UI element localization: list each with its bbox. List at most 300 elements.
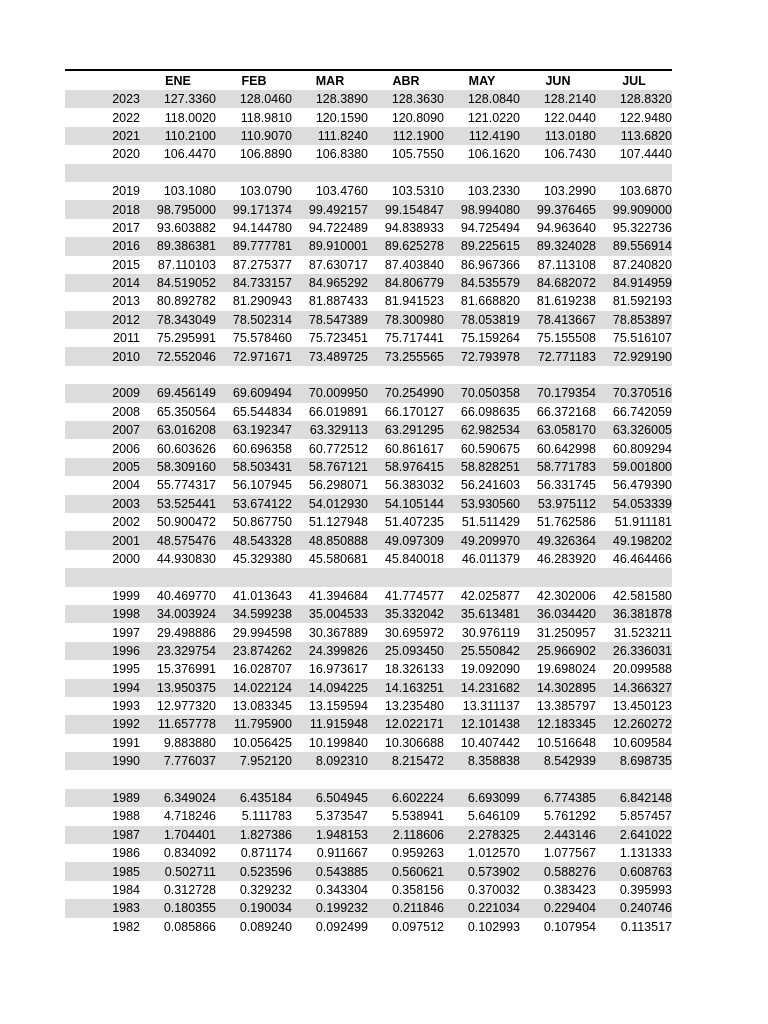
value-cell: 2.641022 xyxy=(619,827,672,842)
value-cell: 81.941523 xyxy=(384,294,444,309)
value-cell: 0.085866 xyxy=(163,919,216,934)
value-cell: 0.329232 xyxy=(239,882,292,897)
value-cell: 34.599238 xyxy=(232,607,292,622)
year-cell: 1989 xyxy=(112,791,140,806)
value-cell: 11.915948 xyxy=(309,717,368,732)
value-cell: 89.556914 xyxy=(612,239,672,254)
value-cell: 49.097309 xyxy=(384,533,444,548)
table-row xyxy=(65,476,672,494)
value-cell: 75.295991 xyxy=(156,331,216,346)
value-cell: 0.092499 xyxy=(315,919,368,934)
value-cell: 0.190034 xyxy=(239,901,292,916)
table-row xyxy=(65,421,672,439)
value-cell: 13.311137 xyxy=(462,699,520,714)
value-cell: 12.977320 xyxy=(156,699,216,714)
table-row xyxy=(65,734,672,752)
value-cell: 118.9810 xyxy=(240,110,292,125)
value-cell: 16.973617 xyxy=(308,662,368,677)
value-cell: 0.199232 xyxy=(315,901,368,916)
value-cell: 70.050358 xyxy=(460,386,520,401)
year-cell: 2007 xyxy=(112,423,140,438)
value-cell: 0.107954 xyxy=(543,919,596,934)
value-cell: 103.2330 xyxy=(467,184,520,199)
value-cell: 50.900472 xyxy=(156,515,216,530)
value-cell: 106.1620 xyxy=(467,147,520,162)
year-cell: 2004 xyxy=(112,478,140,493)
value-cell: 94.725494 xyxy=(460,220,520,235)
value-cell: 63.326005 xyxy=(612,423,672,438)
value-cell: 1.131333 xyxy=(619,846,672,861)
value-cell: 128.2140 xyxy=(543,92,596,107)
value-cell: 46.011379 xyxy=(461,551,520,566)
value-cell: 89.324028 xyxy=(536,239,596,254)
value-cell: 84.519052 xyxy=(156,276,216,291)
value-cell: 14.163251 xyxy=(384,680,444,695)
value-cell: 0.395993 xyxy=(619,882,672,897)
value-cell: 0.113517 xyxy=(620,919,672,934)
header-cell-jul: JUL xyxy=(622,73,646,88)
table-row xyxy=(65,274,672,292)
value-cell: 81.668820 xyxy=(460,294,520,309)
value-cell: 46.283920 xyxy=(536,551,596,566)
value-cell: 87.240820 xyxy=(612,257,672,272)
value-cell: 0.502711 xyxy=(164,864,216,879)
value-cell: 0.370032 xyxy=(467,882,520,897)
value-cell: 113.0180 xyxy=(544,128,596,143)
value-cell: 45.329380 xyxy=(232,551,292,566)
value-cell: 8.358838 xyxy=(467,754,520,769)
year-cell: 1999 xyxy=(112,588,140,603)
year-cell: 2023 xyxy=(112,92,140,107)
value-cell: 30.695972 xyxy=(384,625,444,640)
value-cell: 89.910001 xyxy=(308,239,368,254)
value-cell: 78.853897 xyxy=(612,312,672,327)
value-cell: 63.329113 xyxy=(309,423,368,438)
value-cell: 93.603882 xyxy=(156,220,216,235)
value-cell: 35.332042 xyxy=(384,607,444,622)
value-cell: 12.022171 xyxy=(384,717,444,732)
value-cell: 53.975112 xyxy=(537,496,596,511)
year-cell: 2003 xyxy=(112,496,140,511)
value-cell: 73.255565 xyxy=(384,349,444,364)
value-cell: 107.4440 xyxy=(619,147,672,162)
value-cell: 72.552046 xyxy=(156,349,216,364)
value-cell: 62.982534 xyxy=(460,423,520,438)
header-cell-jun: JUN xyxy=(545,73,571,88)
value-cell: 1.012570 xyxy=(467,846,520,861)
year-cell: 2015 xyxy=(112,257,140,272)
value-cell: 13.950375 xyxy=(156,680,216,695)
value-cell: 60.696358 xyxy=(232,441,292,456)
value-cell: 103.2990 xyxy=(543,184,596,199)
year-cell: 1991 xyxy=(112,735,140,750)
value-cell: 23.329754 xyxy=(156,643,216,658)
year-cell: 2021 xyxy=(112,128,140,143)
value-cell: 29.498886 xyxy=(156,625,216,640)
value-cell: 31.250957 xyxy=(536,625,596,640)
value-cell: 75.516107 xyxy=(612,331,672,346)
value-cell: 60.772512 xyxy=(308,441,368,456)
value-cell: 103.4760 xyxy=(315,184,368,199)
value-cell: 89.625278 xyxy=(384,239,444,254)
value-cell: 51.127948 xyxy=(308,515,368,530)
value-cell: 0.560621 xyxy=(391,864,444,879)
year-cell: 2001 xyxy=(112,533,140,548)
value-cell: 58.503431 xyxy=(232,460,292,474)
value-cell: 105.7550 xyxy=(391,147,444,162)
value-cell: 103.0790 xyxy=(239,184,292,199)
year-cell: 1988 xyxy=(112,809,140,824)
value-cell: 75.159264 xyxy=(460,331,520,346)
value-cell: 0.573902 xyxy=(467,864,520,879)
value-cell: 55.774317 xyxy=(156,478,216,493)
value-cell: 81.619238 xyxy=(536,294,596,309)
value-cell: 36.381878 xyxy=(612,607,672,622)
table-row xyxy=(65,219,672,237)
value-cell: 30.976119 xyxy=(461,625,520,640)
value-cell: 0.834092 xyxy=(163,846,216,861)
value-cell: 103.5310 xyxy=(391,184,444,199)
value-cell: 75.717441 xyxy=(384,331,444,346)
value-cell: 34.003924 xyxy=(156,607,216,622)
value-cell: 106.8890 xyxy=(239,147,292,162)
value-cell: 120.1590 xyxy=(315,110,368,125)
value-cell: 0.180355 xyxy=(163,901,216,916)
value-cell: 51.762586 xyxy=(536,515,596,530)
value-cell: 84.682072 xyxy=(536,276,596,291)
value-cell: 26.336031 xyxy=(612,643,672,658)
value-cell: 0.229404 xyxy=(543,901,596,916)
value-cell: 87.110103 xyxy=(157,257,216,272)
value-cell: 122.9480 xyxy=(619,110,672,125)
value-cell: 63.058170 xyxy=(536,423,596,438)
header-cell-mar: MAR xyxy=(315,73,345,88)
value-cell: 127.3360 xyxy=(163,92,216,107)
value-cell: 106.7430 xyxy=(543,147,596,162)
table-row xyxy=(65,145,672,163)
value-cell: 42.302006 xyxy=(536,588,596,603)
value-cell: 0.383423 xyxy=(543,882,596,897)
value-cell: 6.774385 xyxy=(543,791,596,806)
value-cell: 14.022124 xyxy=(232,680,292,695)
value-cell: 13.385797 xyxy=(536,699,596,714)
value-cell: 60.642998 xyxy=(536,441,596,456)
year-cell: 2000 xyxy=(112,551,140,566)
table-row xyxy=(65,899,672,917)
value-cell: 98.994080 xyxy=(460,202,520,217)
value-cell: 0.871174 xyxy=(240,846,292,861)
value-cell: 0.911667 xyxy=(316,846,368,861)
table-row xyxy=(65,347,672,365)
year-cell: 2017 xyxy=(112,220,140,235)
value-cell: 29.994598 xyxy=(232,625,292,640)
value-cell: 58.828251 xyxy=(460,460,520,474)
value-cell: 87.275377 xyxy=(232,257,292,272)
value-cell: 5.373547 xyxy=(315,809,368,824)
value-cell: 72.771183 xyxy=(537,349,596,364)
value-cell: 0.358156 xyxy=(391,882,444,897)
value-cell: 0.089240 xyxy=(239,919,292,934)
value-cell: 9.883880 xyxy=(163,735,216,750)
value-cell: 0.608763 xyxy=(619,864,672,879)
value-cell: 122.0440 xyxy=(543,110,596,125)
value-cell: 53.930560 xyxy=(460,496,520,511)
value-cell: 31.523211 xyxy=(613,625,672,640)
value-cell: 84.914959 xyxy=(612,276,672,291)
value-cell: 63.291295 xyxy=(384,423,444,438)
value-cell: 128.3890 xyxy=(315,92,368,107)
table-row xyxy=(65,403,672,421)
value-cell: 40.469770 xyxy=(156,588,216,603)
year-cell: 2011 xyxy=(113,331,140,346)
table-row xyxy=(65,458,672,476)
table-row xyxy=(65,384,672,402)
value-cell: 49.326364 xyxy=(536,533,596,548)
value-cell: 106.8380 xyxy=(315,147,368,162)
value-cell: 0.312728 xyxy=(163,882,216,897)
value-cell: 103.1080 xyxy=(163,184,216,199)
table-row xyxy=(65,495,672,513)
value-cell: 78.300980 xyxy=(384,312,444,327)
table-row xyxy=(65,789,672,807)
value-cell: 56.107945 xyxy=(232,478,292,493)
year-cell: 2016 xyxy=(112,239,140,254)
value-cell: 80.892782 xyxy=(156,294,216,309)
value-cell: 66.372168 xyxy=(536,404,596,419)
value-cell: 0.097512 xyxy=(391,919,444,934)
year-cell: 2009 xyxy=(112,386,140,401)
value-cell: 1.704401 xyxy=(163,827,216,842)
value-cell: 41.774577 xyxy=(384,588,444,603)
value-cell: 110.9070 xyxy=(240,128,292,143)
value-cell: 118.0020 xyxy=(164,110,216,125)
table-spacer-row xyxy=(65,770,672,788)
value-cell: 16.028707 xyxy=(232,662,292,677)
value-cell: 15.376991 xyxy=(156,662,216,677)
year-cell: 2022 xyxy=(112,110,140,125)
table-row xyxy=(65,697,672,715)
value-cell: 113.6820 xyxy=(620,128,672,143)
year-cell: 1984 xyxy=(112,882,140,897)
table-row xyxy=(65,715,672,733)
table-row xyxy=(65,292,672,310)
value-cell: 54.053339 xyxy=(612,496,672,511)
value-cell: 25.550842 xyxy=(460,643,520,658)
table-row xyxy=(65,844,672,862)
value-cell: 89.225615 xyxy=(460,239,520,254)
value-cell: 20.099588 xyxy=(612,662,672,677)
value-cell: 6.504945 xyxy=(315,791,368,806)
value-cell: 10.609584 xyxy=(612,735,672,750)
value-cell: 46.464466 xyxy=(612,551,672,566)
value-cell: 13.235480 xyxy=(384,699,444,714)
value-cell: 63.016208 xyxy=(156,423,216,438)
value-cell: 0.221034 xyxy=(467,901,520,916)
value-cell: 60.861617 xyxy=(384,441,444,456)
year-cell: 2018 xyxy=(112,202,140,217)
year-cell: 1982 xyxy=(112,919,140,934)
value-cell: 0.102993 xyxy=(467,919,520,934)
value-cell: 48.575476 xyxy=(156,533,216,548)
value-cell: 89.386381 xyxy=(156,239,216,254)
value-cell: 72.793978 xyxy=(460,349,520,364)
year-cell: 2020 xyxy=(112,147,140,162)
value-cell: 66.742059 xyxy=(612,404,672,419)
value-cell: 128.8320 xyxy=(619,92,672,107)
value-cell: 51.407235 xyxy=(384,515,444,530)
value-cell: 63.192347 xyxy=(232,423,292,438)
value-cell: 78.502314 xyxy=(232,312,292,327)
value-cell: 87.403840 xyxy=(384,257,444,272)
year-cell: 1992 xyxy=(112,717,140,732)
value-cell: 0.523596 xyxy=(239,864,292,879)
value-cell: 120.8090 xyxy=(391,110,444,125)
value-cell: 99.154847 xyxy=(384,202,444,217)
value-cell: 56.479390 xyxy=(612,478,672,493)
value-cell: 6.842148 xyxy=(619,791,672,806)
value-cell: 69.609494 xyxy=(232,386,292,401)
value-cell: 12.260272 xyxy=(612,717,672,732)
value-cell: 75.155508 xyxy=(536,331,596,346)
value-cell: 72.929190 xyxy=(612,349,672,364)
value-cell: 42.025877 xyxy=(460,588,520,603)
value-cell: 58.767121 xyxy=(308,460,368,474)
value-cell: 6.435184 xyxy=(239,791,292,806)
value-cell: 8.698735 xyxy=(619,754,672,769)
value-cell: 65.544834 xyxy=(232,404,292,419)
value-cell: 58.771783 xyxy=(536,460,596,474)
table-row xyxy=(65,918,672,936)
value-cell: 99.376465 xyxy=(536,202,596,217)
value-cell: 12.183345 xyxy=(536,717,596,732)
year-cell: 2010 xyxy=(112,349,140,364)
value-cell: 94.963640 xyxy=(536,220,596,235)
value-cell: 0.211846 xyxy=(392,901,444,916)
value-cell: 78.053819 xyxy=(460,312,520,327)
value-cell: 111.8240 xyxy=(317,128,368,143)
year-cell: 1985 xyxy=(112,864,140,879)
table-row xyxy=(65,90,672,108)
value-cell: 112.1900 xyxy=(392,128,444,143)
value-cell: 84.733157 xyxy=(232,276,292,291)
value-cell: 10.306688 xyxy=(384,735,444,750)
value-cell: 18.326133 xyxy=(384,662,444,677)
value-cell: 35.613481 xyxy=(460,607,520,622)
value-cell: 11.795900 xyxy=(233,717,292,732)
value-cell: 11.657778 xyxy=(157,717,216,732)
value-cell: 5.646109 xyxy=(467,809,520,824)
header-cell-abr: ABR xyxy=(392,73,420,88)
value-cell: 84.806779 xyxy=(384,276,444,291)
year-cell: 2002 xyxy=(112,515,140,530)
value-cell: 0.240746 xyxy=(619,901,672,916)
value-cell: 56.331745 xyxy=(536,478,596,493)
table-header-row xyxy=(65,69,672,90)
value-cell: 58.309160 xyxy=(156,460,216,474)
value-cell: 5.761292 xyxy=(543,809,596,824)
value-cell: 10.056425 xyxy=(232,735,292,750)
value-cell: 8.092310 xyxy=(315,754,368,769)
table-row xyxy=(65,752,672,770)
year-cell: 1997 xyxy=(112,625,140,640)
table-row xyxy=(65,881,672,899)
table-row xyxy=(65,862,672,880)
value-cell: 65.350564 xyxy=(156,404,216,419)
value-cell: 59.001800 xyxy=(612,460,672,474)
table-row xyxy=(65,200,672,218)
value-cell: 81.887433 xyxy=(308,294,368,309)
value-cell: 1.077567 xyxy=(543,846,596,861)
value-cell: 78.413667 xyxy=(536,312,596,327)
header-cell-ene: ENE xyxy=(165,73,191,88)
table-row xyxy=(65,642,672,660)
value-cell: 95.322736 xyxy=(612,220,672,235)
table-row xyxy=(65,439,672,457)
value-cell: 84.535579 xyxy=(460,276,520,291)
value-cell: 0.343304 xyxy=(315,882,368,897)
value-cell: 25.966902 xyxy=(536,643,596,658)
value-cell: 14.302895 xyxy=(536,680,596,695)
value-cell: 19.698024 xyxy=(536,662,596,677)
value-cell: 19.092090 xyxy=(460,662,520,677)
year-cell: 2013 xyxy=(112,294,140,309)
value-cell: 99.171374 xyxy=(232,202,292,217)
value-cell: 89.777781 xyxy=(232,239,292,254)
table-body xyxy=(65,90,672,936)
value-cell: 72.971671 xyxy=(232,349,292,364)
value-cell: 2.118606 xyxy=(392,827,444,842)
value-cell: 10.199840 xyxy=(308,735,368,750)
table-spacer-row xyxy=(65,164,672,182)
value-cell: 112.4190 xyxy=(468,128,520,143)
value-cell: 14.231682 xyxy=(460,680,520,695)
value-cell: 45.840018 xyxy=(384,551,444,566)
value-cell: 128.0840 xyxy=(467,92,520,107)
table-row xyxy=(65,605,672,623)
value-cell: 25.093450 xyxy=(384,643,444,658)
year-cell: 1987 xyxy=(112,827,140,842)
table-row xyxy=(65,108,672,126)
header-cell-may: MAY xyxy=(468,73,496,88)
value-cell: 24.399826 xyxy=(308,643,368,658)
table-row xyxy=(65,550,672,568)
year-cell: 1986 xyxy=(112,846,140,861)
table-spacer-row xyxy=(65,568,672,586)
year-cell: 1993 xyxy=(112,699,140,714)
value-cell: 1.948153 xyxy=(315,827,368,842)
value-cell: 75.723451 xyxy=(308,331,368,346)
value-cell: 42.581580 xyxy=(612,588,672,603)
value-cell: 94.838933 xyxy=(384,220,444,235)
value-cell: 53.674122 xyxy=(232,496,292,511)
table-row xyxy=(65,256,672,274)
value-cell: 14.094225 xyxy=(308,680,368,695)
value-cell: 14.366327 xyxy=(612,680,672,695)
value-cell: 50.867750 xyxy=(232,515,292,530)
value-cell: 10.516648 xyxy=(536,735,596,750)
value-cell: 98.795000 xyxy=(156,202,216,217)
value-cell: 70.009950 xyxy=(308,386,368,401)
value-cell: 106.4470 xyxy=(163,147,216,162)
value-cell: 0.588276 xyxy=(543,864,596,879)
year-cell: 1995 xyxy=(112,662,140,677)
value-cell: 13.450123 xyxy=(612,699,672,714)
value-cell: 8.542939 xyxy=(543,754,596,769)
value-cell: 49.209970 xyxy=(460,533,520,548)
year-cell: 2012 xyxy=(112,312,140,327)
value-cell: 53.525441 xyxy=(156,496,216,511)
value-cell: 23.874262 xyxy=(232,643,292,658)
